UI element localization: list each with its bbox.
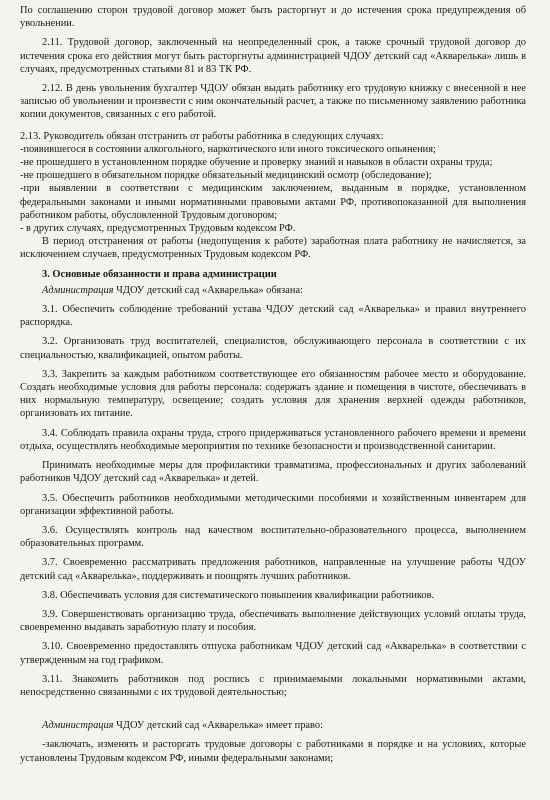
- clause-3-3: 3.3. Закрепить за каждым работником соответствующее его обязанностям рабочее место и оборудование. Создать необходимые условия для работы персонала: содержать здание и помещения в чистоте, обеспечивать в них нормальную температуру, освещение; создать условия для хранения верхней одежды работников, организовать их питание.: [20, 368, 526, 420]
- paragraph: По соглашению сторон трудовой договор может быть расторгнут и до истечения срока предупреждения об увольнении.: [20, 5, 526, 30]
- clause-3-4: 3.4. Соблюдать правила охраны труда, строго придерживаться установленного рабочего времени и времени отдыха, осуществлять необходимые мероприятия по технике безопасности и производственной санитарии.: [20, 427, 526, 452]
- list-item: -не прошедшего в обязательном порядке обязательный медицинский осмотр (обследование);: [20, 170, 432, 182]
- clause-3-9: 3.9. Совершенствовать организацию труда, обеспечивать выполнение действующих условий оплаты труда, своевременно выдавать заработную плату и пособия.: [20, 608, 526, 634]
- list-item: -при выявлении в соответствии с медицинским заключением, выданным в порядке, установленном федеральными законами и иными нормативными правовыми актами РФ, противопоказанной для выполнения работником работы, обусловленной Трудовым договором;: [20, 183, 526, 221]
- lead-text: ЧДОУ детский сад «Акварелька» обязана:: [116, 284, 303, 296]
- lead-word: Администрация: [42, 284, 114, 296]
- list-item: -появившегося в состоянии алкогольного, наркотического или иного токсического опьянения;: [20, 143, 436, 155]
- clause-3-6: 3.6. Осуществлять контроль над качеством воспитательно-образовательного процесса, выполнением образовательных программ.: [20, 524, 526, 550]
- section-heading: 3. Основные обязанности и права администрации: [42, 268, 277, 280]
- clause-3-11: 3.11. Знакомить работников под роспись с принимаемыми локальными нормативными актами, непосредственно связанными с их трудовой деятельностью;: [20, 673, 526, 698]
- list-item: -заключать, изменять и расторгать трудовые договоры с работниками в порядке и на условиях, которые установлены Трудовым кодексом РФ, иными федеральными законами;: [20, 739, 526, 764]
- clause-3-5: 3.5. Обеспечить работников необходимыми методическими пособиями и хозяйственным инвентарем для организации эффективной работы.: [20, 492, 526, 517]
- lead-word: Администрация: [42, 720, 114, 732]
- list-item: - в других случаях, предусмотренных Трудовым кодексом РФ.: [20, 223, 296, 235]
- clause-3-7: 3.7. Своевременно рассматривать предложения работников, направленные на улучшение работы ЧДОУ детский сад «Акварелька», поддерживать и поощрять лучших работников.: [20, 557, 526, 582]
- clause-3-2: 3.2. Организовать труд воспитателей, специалистов, обслуживающего персонала в соответствии с их специальностью, квалификацией, опытом работы.: [20, 336, 526, 361]
- paragraph: Принимать необходимые меры для профилактики травматизма, профессиональных и других заболеваний работников ЧДОУ детский сад «Акварелька» и детей.: [20, 460, 526, 485]
- paragraph: В период отстранения от работы (недопущения к работе) заработная плата работнику не начисляется, за исключением случаев, предусмотренных Трудовым кодексом РФ.: [20, 236, 526, 261]
- clause-2-13: 2.13. Руководитель обязан отстранить от работы работника в следующих случаях:: [20, 130, 384, 142]
- lead-text: ЧДОУ детский сад «Акварелька» имеет право:: [116, 720, 323, 732]
- clause-3-1: 3.1. Обеспечить соблюдение требований устава ЧДОУ детский сад «Акварелька» и правил внутреннего распорядка.: [20, 304, 526, 329]
- list-item: -не прошедшего в установленном порядке обучение и проверку знаний и навыков в области охраны труда;: [20, 157, 493, 169]
- rights-lead: [20, 719, 526, 732]
- obligations-lead: [20, 284, 526, 297]
- clause-3-8: 3.8. Обеспечивать условия для систематического повышения квалификации работников.: [42, 589, 435, 601]
- clause-2-11: 2.11. Трудовой договор, заключенный на неопределенный срок, а также срочный трудовой договор до истечения срока его действия могут быть расторгнуты администрацией ЧДОУ детский сад «Акварелька» лишь в случаях, предусмотренных статьями 81 и 83 ТК РФ.: [20, 37, 526, 75]
- clause-2-12: 2.12. В день увольнения бухгалтер ЧДОУ обязан выдать работнику его трудовую книжку с внесенной в нее записью об увольнении и произвести с ним окончательный расчет, а также по письменному заявлению работника копии документов, связанных с его работой.: [20, 83, 526, 121]
- clause-3-10: 3.10. Своевременно предоставлять отпуска работникам ЧДОУ детский сад «Акварелька» в соответствии с утвержденным на год графиком.: [20, 641, 526, 666]
